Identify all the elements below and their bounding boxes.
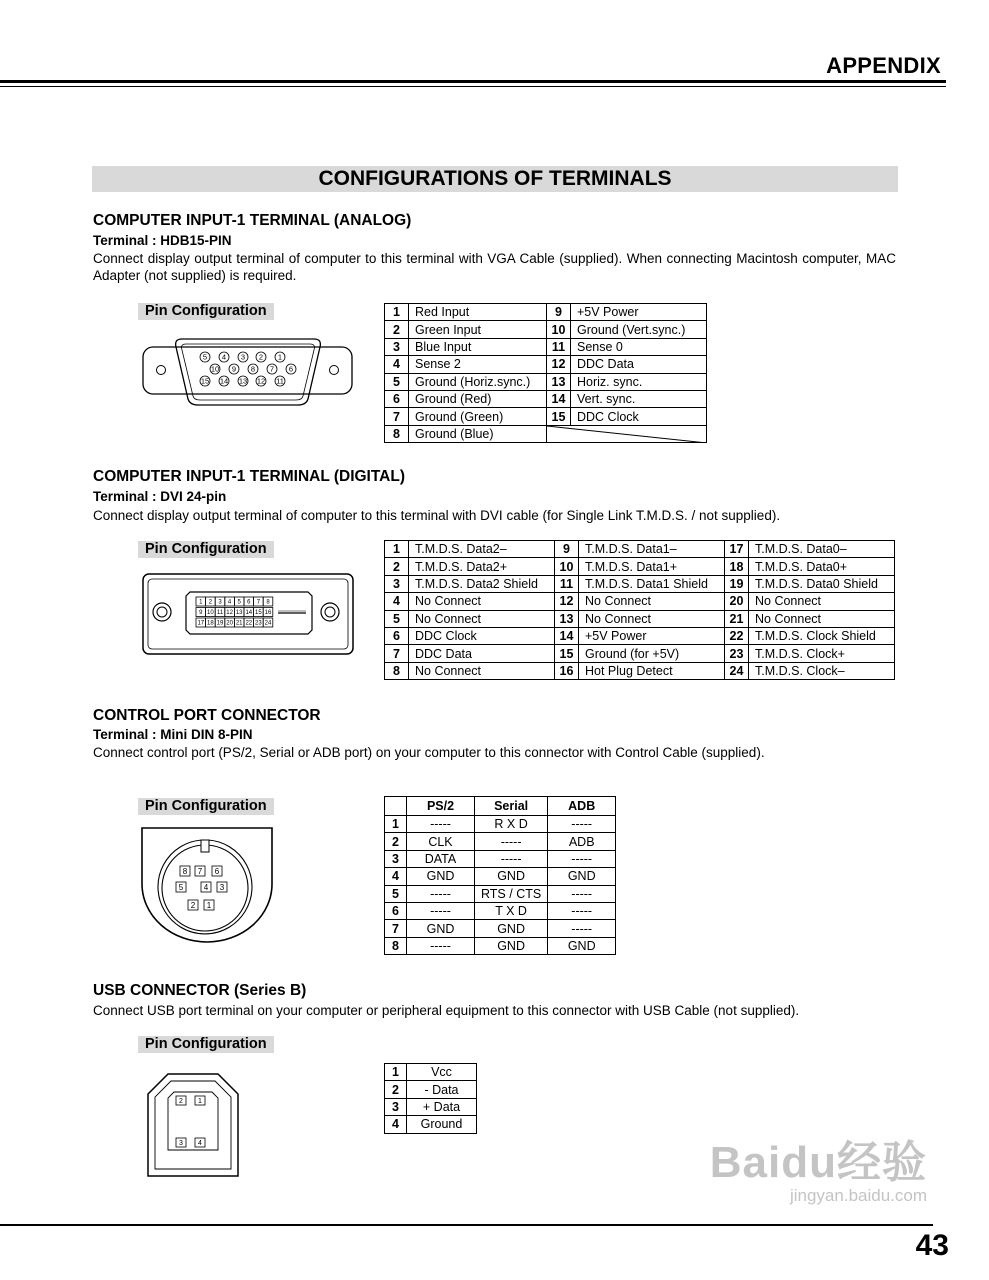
digital-pin-signal: No Connect bbox=[409, 610, 555, 627]
control-pin-signal: GND bbox=[475, 920, 548, 937]
dvi-pin bbox=[254, 597, 264, 606]
dvi-pin bbox=[244, 608, 254, 617]
dvi-pin bbox=[234, 608, 244, 617]
analog-row bbox=[385, 304, 707, 321]
vga-pin-label: 5 bbox=[202, 352, 208, 362]
footer-rule bbox=[0, 1224, 933, 1226]
digital-pin-signal: No Connect bbox=[749, 610, 895, 627]
control-pin-signal: R X D bbox=[475, 816, 548, 833]
digital-pin-number: 17 bbox=[725, 541, 749, 558]
dvi-pin bbox=[244, 597, 254, 606]
control-pin-signal: GND bbox=[407, 868, 475, 885]
din-pin-label: 8 bbox=[182, 866, 188, 876]
digital-pin-number: 7 bbox=[385, 645, 409, 662]
vga-pin-label: 3 bbox=[240, 352, 246, 362]
din-pin-label: 1 bbox=[206, 900, 212, 910]
control-pin-number: 8 bbox=[385, 937, 407, 954]
digital-row bbox=[385, 593, 895, 610]
analog-pin-number: 15 bbox=[547, 408, 571, 425]
analog-row bbox=[385, 390, 707, 407]
header-rule-thin bbox=[0, 86, 946, 87]
din-pin bbox=[212, 866, 222, 876]
dvi-pin-label: 11 bbox=[216, 610, 224, 617]
dvi-pin bbox=[196, 618, 206, 627]
dvi-pin bbox=[196, 597, 206, 606]
analog-pin-signal: Ground (Green) bbox=[409, 408, 547, 425]
usb-pin-number: 2 bbox=[385, 1081, 407, 1098]
vga-pin-label: 4 bbox=[221, 352, 227, 362]
analog-pin-number bbox=[547, 425, 707, 442]
analog-pin-signal: Red Input bbox=[409, 304, 547, 321]
control-row bbox=[385, 920, 616, 937]
digital-pin-signal: No Connect bbox=[749, 593, 895, 610]
usb-pin-label: 4 bbox=[198, 1140, 202, 1148]
usb-pin-signal: + Data bbox=[407, 1098, 477, 1115]
control-pin-config-label: Pin Configuration bbox=[138, 798, 274, 815]
dvi-pin bbox=[263, 597, 273, 606]
vga-pin bbox=[256, 376, 266, 386]
control-pin-signal: RTS / CTS bbox=[475, 885, 548, 902]
usb-pin-table bbox=[384, 1063, 477, 1134]
empty-cell-diagonal bbox=[547, 426, 707, 443]
vga-pin bbox=[200, 352, 210, 362]
din-pin bbox=[176, 882, 186, 892]
control-pin-signal: GND bbox=[548, 868, 616, 885]
vga-pin-label: 6 bbox=[288, 364, 294, 374]
mini-din-connector-diagram bbox=[140, 826, 274, 944]
digital-row bbox=[385, 645, 895, 662]
analog-pin-number: 13 bbox=[547, 373, 571, 390]
din-pin-label: 3 bbox=[219, 882, 225, 892]
control-pin-signal: GND bbox=[475, 868, 548, 885]
control-pin-signal: ----- bbox=[407, 937, 475, 954]
control-pin-number: 6 bbox=[385, 902, 407, 919]
watermark-brand: Baidu经验 bbox=[709, 1138, 927, 1187]
vga-pin-label: 8 bbox=[250, 364, 256, 374]
usb-b-connector-diagram bbox=[146, 1072, 240, 1178]
control-pin-signal: ----- bbox=[475, 850, 548, 867]
vga-pin bbox=[248, 364, 258, 374]
digital-pin-signal: T.M.D.S. Data0– bbox=[749, 541, 895, 558]
analog-pin-number: 9 bbox=[547, 304, 571, 321]
analog-pin-number: 11 bbox=[547, 338, 571, 355]
dvi-pin-label: 6 bbox=[247, 599, 251, 606]
digital-pin-number: 16 bbox=[555, 662, 579, 679]
header-rule bbox=[0, 80, 946, 83]
dvi-pin-label: 24 bbox=[264, 620, 272, 627]
dvi-pin-label: 3 bbox=[218, 599, 222, 606]
digital-pin-signal: T.M.D.S. Data2+ bbox=[409, 558, 555, 575]
vga-connector-diagram bbox=[142, 333, 354, 409]
usb-row bbox=[385, 1064, 477, 1081]
dvi-pin bbox=[225, 608, 235, 617]
control-pin-signal: GND bbox=[548, 937, 616, 954]
digital-pin-config-label: Pin Configuration bbox=[138, 541, 274, 558]
dvi-pin bbox=[225, 618, 235, 627]
vga-pin-label: 1 bbox=[277, 352, 283, 362]
control-pin-signal: ----- bbox=[407, 902, 475, 919]
digital-pin-number: 22 bbox=[725, 627, 749, 644]
control-terminal: Terminal : Mini DIN 8-PIN bbox=[93, 727, 253, 742]
vga-pin-label: 10 bbox=[210, 364, 220, 374]
digital-pin-number: 12 bbox=[555, 593, 579, 610]
analog-pin-signal: DDC Clock bbox=[571, 408, 707, 425]
dvi-pin bbox=[206, 608, 216, 617]
dvi-pin bbox=[263, 618, 273, 627]
vga-pin bbox=[275, 376, 285, 386]
analog-pin-number: 2 bbox=[385, 321, 409, 338]
digital-pin-number: 4 bbox=[385, 593, 409, 610]
digital-pin-number: 3 bbox=[385, 575, 409, 592]
control-row bbox=[385, 850, 616, 867]
dvi-pin bbox=[244, 618, 254, 627]
digital-pin-signal: +5V Power bbox=[579, 627, 725, 644]
vga-pin-label: 2 bbox=[258, 352, 264, 362]
analog-row bbox=[385, 408, 707, 425]
dvi-pin bbox=[206, 597, 216, 606]
digital-row bbox=[385, 575, 895, 592]
vga-pin bbox=[219, 376, 229, 386]
vga-pin-label: 9 bbox=[231, 364, 237, 374]
analog-pin-signal: Ground (Vert.sync.) bbox=[571, 321, 707, 338]
control-pin-signal: ----- bbox=[548, 885, 616, 902]
analog-pin-number: 4 bbox=[385, 356, 409, 373]
vga-pin bbox=[267, 364, 277, 374]
digital-pin-table bbox=[384, 540, 895, 680]
usb-pin-config-label: Pin Configuration bbox=[138, 1036, 274, 1053]
dvi-pin bbox=[206, 618, 216, 627]
control-pin-number: 4 bbox=[385, 868, 407, 885]
digital-pin-signal: T.M.D.S. Data0 Shield bbox=[749, 575, 895, 592]
dvi-connector-diagram bbox=[142, 572, 355, 656]
digital-pin-signal: T.M.D.S. Data0+ bbox=[749, 558, 895, 575]
digital-pin-number: 9 bbox=[555, 541, 579, 558]
din-pin-label: 7 bbox=[197, 866, 203, 876]
digital-pin-signal: DDC Data bbox=[409, 645, 555, 662]
vga-connector-shell bbox=[143, 339, 352, 405]
digital-pin-signal: No Connect bbox=[409, 662, 555, 679]
digital-row bbox=[385, 610, 895, 627]
control-pin-number: 7 bbox=[385, 920, 407, 937]
analog-row bbox=[385, 356, 707, 373]
vga-pin bbox=[286, 364, 296, 374]
digital-pin-number: 18 bbox=[725, 558, 749, 575]
digital-pin-signal: T.M.D.S. Clock Shield bbox=[749, 627, 895, 644]
column-serial: Serial bbox=[475, 797, 548, 816]
digital-pin-number: 2 bbox=[385, 558, 409, 575]
vga-pin bbox=[238, 352, 248, 362]
watermark bbox=[710, 1140, 927, 1206]
din-pin-label: 6 bbox=[214, 866, 220, 876]
control-heading: CONTROL PORT CONNECTOR bbox=[93, 707, 321, 724]
dvi-pin bbox=[234, 618, 244, 627]
analog-pin-number: 1 bbox=[385, 304, 409, 321]
analog-row bbox=[385, 373, 707, 390]
digital-terminal: Terminal : DVI 24-pin bbox=[93, 489, 227, 504]
din-pin bbox=[204, 900, 214, 910]
analog-pin-signal: Sense 2 bbox=[409, 356, 547, 373]
digital-pin-signal: T.M.D.S. Clock– bbox=[749, 662, 895, 679]
dvi-pin bbox=[215, 597, 225, 606]
control-pin-signal: ----- bbox=[407, 885, 475, 902]
usb-pin-label: 3 bbox=[179, 1140, 183, 1148]
analog-pin-signal: Ground (Red) bbox=[409, 390, 547, 407]
usb-row bbox=[385, 1081, 477, 1098]
control-pin-signal: ----- bbox=[548, 816, 616, 833]
analog-heading: COMPUTER INPUT-1 TERMINAL (ANALOG) bbox=[93, 212, 412, 229]
digital-row bbox=[385, 541, 895, 558]
usb-pin-signal: Ground bbox=[407, 1116, 477, 1133]
watermark-url: jingyan.baidu.com bbox=[789, 1186, 927, 1205]
control-pin-signal: ----- bbox=[548, 902, 616, 919]
digital-pin-number: 21 bbox=[725, 610, 749, 627]
dvi-pin bbox=[196, 608, 206, 617]
analog-pin-signal: Green Input bbox=[409, 321, 547, 338]
control-pin-number: 5 bbox=[385, 885, 407, 902]
control-pin-number: 3 bbox=[385, 850, 407, 867]
control-pin-number: 2 bbox=[385, 833, 407, 850]
dvi-pin-label: 20 bbox=[226, 620, 233, 627]
din-pin bbox=[217, 882, 227, 892]
digital-description: Connect display output terminal of computer to this terminal with DVI cable (for Single Link T.M.D.S. / not supplied). bbox=[93, 508, 781, 523]
din-pin-label: 4 bbox=[203, 882, 209, 892]
control-pin-signal: ADB bbox=[548, 833, 616, 850]
control-row bbox=[385, 833, 616, 850]
analog-pin-number: 12 bbox=[547, 356, 571, 373]
dvi-pin-label: 22 bbox=[245, 620, 253, 627]
vga-pin-label: 12 bbox=[256, 376, 266, 386]
column-adb: ADB bbox=[548, 797, 616, 816]
digital-pin-signal: DDC Clock bbox=[409, 627, 555, 644]
usb-pin-number: 1 bbox=[385, 1064, 407, 1081]
digital-row bbox=[385, 662, 895, 679]
digital-pin-number: 1 bbox=[385, 541, 409, 558]
dvi-pin-label: 23 bbox=[255, 620, 262, 627]
analog-pin-number: 3 bbox=[385, 338, 409, 355]
usb-row bbox=[385, 1098, 477, 1115]
control-pin-table bbox=[384, 796, 616, 955]
usb-pin-label: 2 bbox=[179, 1098, 183, 1106]
control-row bbox=[385, 902, 616, 919]
dvi-pin-label: 17 bbox=[197, 620, 205, 627]
dvi-pin-label: 14 bbox=[245, 610, 253, 617]
analog-row bbox=[385, 338, 707, 355]
dvi-pin-label: 4 bbox=[227, 599, 232, 606]
digital-heading: COMPUTER INPUT-1 TERMINAL (DIGITAL) bbox=[93, 468, 405, 485]
vga-pin-label: 14 bbox=[219, 376, 229, 386]
page-title: CONFIGURATIONS OF TERMINALS bbox=[92, 166, 898, 192]
page-number: 43 bbox=[915, 1229, 949, 1262]
usb-pin-signal: - Data bbox=[407, 1081, 477, 1098]
analog-row bbox=[385, 425, 707, 442]
control-pin-signal: T X D bbox=[475, 902, 548, 919]
vga-pin bbox=[219, 352, 229, 362]
digital-pin-number: 20 bbox=[725, 593, 749, 610]
din-pin-label: 5 bbox=[178, 882, 184, 892]
analog-terminal: Terminal : HDB15-PIN bbox=[93, 233, 232, 248]
usb-pin-number: 4 bbox=[385, 1116, 407, 1133]
analog-pin-number: 10 bbox=[547, 321, 571, 338]
control-pin-signal: GND bbox=[475, 937, 548, 954]
dvi-pin-label: 13 bbox=[235, 610, 243, 617]
vga-pin-label: 15 bbox=[200, 376, 210, 386]
analog-pin-number: 5 bbox=[385, 373, 409, 390]
dvi-pin-label: 8 bbox=[266, 599, 270, 606]
control-pin-signal: GND bbox=[407, 920, 475, 937]
analog-pin-signal: DDC Data bbox=[571, 356, 707, 373]
control-row bbox=[385, 816, 616, 833]
digital-pin-number: 5 bbox=[385, 610, 409, 627]
analog-pin-signal: +5V Power bbox=[571, 304, 707, 321]
analog-pin-signal: Sense 0 bbox=[571, 338, 707, 355]
control-pin-signal: ----- bbox=[475, 833, 548, 850]
usb-pin bbox=[176, 1096, 186, 1105]
digital-row bbox=[385, 627, 895, 644]
din-pin-label: 2 bbox=[190, 900, 196, 910]
control-table-header bbox=[385, 797, 616, 816]
dvi-pin-label: 2 bbox=[208, 599, 213, 606]
usb-pin-signal: Vcc bbox=[407, 1064, 477, 1081]
dvi-pin bbox=[263, 608, 273, 617]
digital-pin-signal: Hot Plug Detect bbox=[579, 662, 725, 679]
vga-pin bbox=[256, 352, 266, 362]
dvi-pin-label: 7 bbox=[256, 599, 261, 606]
digital-pin-number: 6 bbox=[385, 627, 409, 644]
dvi-pin bbox=[225, 597, 235, 606]
column-ps2: PS/2 bbox=[407, 797, 475, 816]
digital-pin-number: 10 bbox=[555, 558, 579, 575]
control-description: Connect control port (PS/2, Serial or ADB port) on your computer to this connector with Control Cable (supplied). bbox=[93, 745, 765, 760]
dvi-pin-label: 1 bbox=[199, 599, 203, 606]
analog-description: Connect display output terminal of computer to this terminal with VGA Cable (supplied). When connecting Macintosh computer, MAC Adapter (not supplied) is required. bbox=[93, 251, 896, 283]
usb-pin bbox=[195, 1138, 205, 1147]
usb-pin bbox=[195, 1096, 205, 1105]
vga-pin bbox=[275, 352, 285, 362]
control-row bbox=[385, 868, 616, 885]
analog-row bbox=[385, 321, 707, 338]
digital-pin-number: 8 bbox=[385, 662, 409, 679]
digital-pin-signal: Ground (for +5V) bbox=[579, 645, 725, 662]
usb-pin-number: 3 bbox=[385, 1098, 407, 1115]
analog-pin-signal: Ground (Horiz.sync.) bbox=[409, 373, 547, 390]
usb-pin bbox=[176, 1138, 186, 1147]
control-row bbox=[385, 937, 616, 954]
din-pin bbox=[180, 866, 190, 876]
usb-row bbox=[385, 1116, 477, 1133]
control-pin-signal: ----- bbox=[548, 920, 616, 937]
digital-pin-signal: T.M.D.S. Data2– bbox=[409, 541, 555, 558]
dvi-pin bbox=[234, 597, 244, 606]
analog-pin-signal: Horiz. sync. bbox=[571, 373, 707, 390]
dvi-pin-label: 5 bbox=[237, 599, 241, 606]
analog-pin-number: 14 bbox=[547, 390, 571, 407]
dvi-pin-label: 9 bbox=[199, 610, 203, 617]
usb-b-shell bbox=[148, 1074, 238, 1176]
vga-pin bbox=[229, 364, 239, 374]
digital-pin-number: 23 bbox=[725, 645, 749, 662]
vga-pin-label: 13 bbox=[238, 376, 248, 386]
vga-pin-label: 7 bbox=[269, 364, 275, 374]
usb-description: Connect USB port terminal on your computer or peripheral equipment to this connector with USB Cable (not supplied). bbox=[93, 1003, 800, 1018]
analog-pin-signal: Ground (Blue) bbox=[409, 425, 547, 442]
dvi-pin-label: 15 bbox=[255, 610, 262, 617]
analog-pin-number: 6 bbox=[385, 390, 409, 407]
analog-pin-number: 7 bbox=[385, 408, 409, 425]
vga-pin bbox=[238, 376, 248, 386]
analog-pin-table bbox=[384, 303, 707, 443]
digital-pin-signal: No Connect bbox=[409, 593, 555, 610]
din-pin bbox=[188, 900, 198, 910]
control-row bbox=[385, 885, 616, 902]
appendix-header: APPENDIX bbox=[826, 53, 941, 78]
digital-pin-signal: T.M.D.S. Clock+ bbox=[749, 645, 895, 662]
digital-pin-number: 11 bbox=[555, 575, 579, 592]
dvi-pin bbox=[215, 618, 225, 627]
dvi-pin-label: 12 bbox=[226, 610, 233, 617]
usb-pin-label: 1 bbox=[198, 1098, 202, 1106]
digital-row bbox=[385, 558, 895, 575]
digital-pin-signal: No Connect bbox=[579, 610, 725, 627]
digital-pin-signal: T.M.D.S. Data2 Shield bbox=[409, 575, 555, 592]
digital-pin-number: 14 bbox=[555, 627, 579, 644]
digital-pin-signal: T.M.D.S. Data1+ bbox=[579, 558, 725, 575]
control-pin-signal: CLK bbox=[407, 833, 475, 850]
digital-pin-number: 19 bbox=[725, 575, 749, 592]
din-pin bbox=[201, 882, 211, 892]
dvi-pin-label: 21 bbox=[235, 620, 243, 627]
digital-pin-number: 15 bbox=[555, 645, 579, 662]
digital-pin-number: 13 bbox=[555, 610, 579, 627]
vga-pin bbox=[210, 364, 220, 374]
analog-pin-config-label: Pin Configuration bbox=[138, 303, 274, 320]
dvi-pin-label: 16 bbox=[264, 610, 272, 617]
dvi-pin-label: 10 bbox=[207, 610, 214, 617]
control-pin-signal: ----- bbox=[407, 816, 475, 833]
digital-pin-signal: No Connect bbox=[579, 593, 725, 610]
vga-pin bbox=[200, 376, 210, 386]
digital-pin-signal: T.M.D.S. Data1 Shield bbox=[579, 575, 725, 592]
digital-pin-signal: T.M.D.S. Data1– bbox=[579, 541, 725, 558]
analog-pin-number: 8 bbox=[385, 425, 409, 442]
analog-pin-signal: Vert. sync. bbox=[571, 390, 707, 407]
dvi-pin bbox=[215, 608, 225, 617]
usb-heading: USB CONNECTOR (Series B) bbox=[93, 982, 307, 999]
digital-pin-number: 24 bbox=[725, 662, 749, 679]
dvi-pin-label: 18 bbox=[207, 620, 214, 627]
control-pin-number: 1 bbox=[385, 816, 407, 833]
din-pin bbox=[195, 866, 205, 876]
control-pin-signal: ----- bbox=[548, 850, 616, 867]
vga-pin-label: 11 bbox=[276, 376, 284, 386]
dvi-pin-label: 19 bbox=[216, 620, 224, 627]
control-pin-signal: DATA bbox=[407, 850, 475, 867]
dvi-pin bbox=[254, 618, 264, 627]
analog-pin-signal: Blue Input bbox=[409, 338, 547, 355]
dvi-pin bbox=[254, 608, 264, 617]
